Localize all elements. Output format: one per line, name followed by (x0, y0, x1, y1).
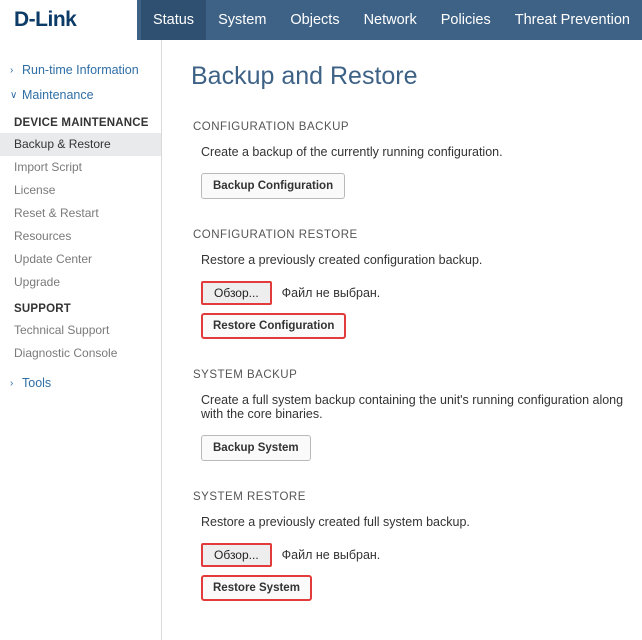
sidebar-group-device-maintenance: DEVICE MAINTENANCE (14, 117, 149, 129)
brand-logo[interactable] (0, 0, 137, 40)
section-configuration-restore (193, 229, 642, 339)
sidebar-item-license[interactable]: License (14, 183, 56, 197)
nav-item-status[interactable]: Status (141, 0, 206, 40)
section-description: Create a backup of the currently running configuration. (201, 145, 503, 159)
file-status-label: Файл не выбран. (281, 548, 381, 562)
main-menu (137, 0, 642, 40)
sidebar-item-diagnostic-console[interactable]: Diagnostic Console (14, 346, 118, 360)
sidebar-group-support: SUPPORT (14, 303, 71, 315)
section-title: SYSTEM RESTORE (193, 491, 306, 503)
nav-item-objects[interactable]: Objects (290, 12, 340, 28)
sidebar-item-technical-support[interactable]: Technical Support (14, 323, 110, 337)
nav-item-policies[interactable]: Policies (440, 12, 491, 28)
section-title: CONFIGURATION RESTORE (193, 229, 358, 241)
sidebar-item-tools[interactable] (0, 371, 161, 396)
brand-name: D-Link (14, 8, 77, 31)
sidebar-item-reset-restart[interactable]: Reset & Restart (14, 206, 99, 220)
sidebar-item-backup-restore[interactable]: Backup & Restore (0, 133, 161, 156)
system-restore-file-picker (201, 543, 642, 567)
nav-item-network[interactable]: Network (363, 12, 417, 28)
sidebar-item-label: Tools (22, 376, 52, 390)
page-title: Backup and Restore (191, 62, 418, 90)
sidebar-item-upgrade[interactable]: Upgrade (14, 275, 61, 289)
sidebar-item-run-time-information[interactable] (0, 58, 161, 83)
section-description: Restore a previously created configuration backup. (201, 253, 483, 267)
section-configuration-backup (193, 121, 642, 199)
nav-item-system[interactable]: System (218, 12, 267, 28)
main-content (163, 40, 642, 640)
backup-configuration-button[interactable]: Backup Configuration (201, 173, 345, 199)
sidebar-item-update-center[interactable]: Update Center (14, 252, 93, 266)
section-system-backup (193, 369, 642, 461)
chevron-right-icon: › (10, 378, 14, 389)
sidebar-item-label: Maintenance (22, 88, 94, 102)
configuration-restore-file-picker (201, 281, 642, 305)
file-status-label: Файл не выбран. (281, 286, 381, 300)
section-system-restore (193, 491, 642, 601)
nav-item-threat-prevention[interactable]: Threat Prevention (514, 12, 630, 28)
restore-system-button[interactable]: Restore System (201, 575, 312, 601)
browse-button[interactable]: Обзор... (201, 543, 272, 567)
sidebar-item-resources[interactable]: Resources (14, 229, 72, 243)
sidebar-item-import-script[interactable]: Import Script (14, 160, 83, 174)
chevron-down-icon: ∨ (10, 90, 18, 101)
chevron-right-icon: › (10, 65, 14, 76)
section-description: Create a full system backup containing the unit's running configuration along with the core binaries. (201, 393, 624, 421)
sidebar-item-maintenance[interactable] (0, 83, 161, 108)
restore-configuration-button[interactable]: Restore Configuration (201, 313, 346, 339)
section-description: Restore a previously created full system backup. (201, 515, 470, 529)
browse-button[interactable]: Обзор... (201, 281, 272, 305)
section-title: CONFIGURATION BACKUP (193, 121, 350, 133)
backup-system-button[interactable]: Backup System (201, 435, 311, 461)
top-navigation-bar (0, 0, 642, 40)
sidebar (0, 40, 162, 640)
section-title: SYSTEM BACKUP (193, 369, 298, 381)
sidebar-item-label: Run-time Information (22, 63, 139, 77)
